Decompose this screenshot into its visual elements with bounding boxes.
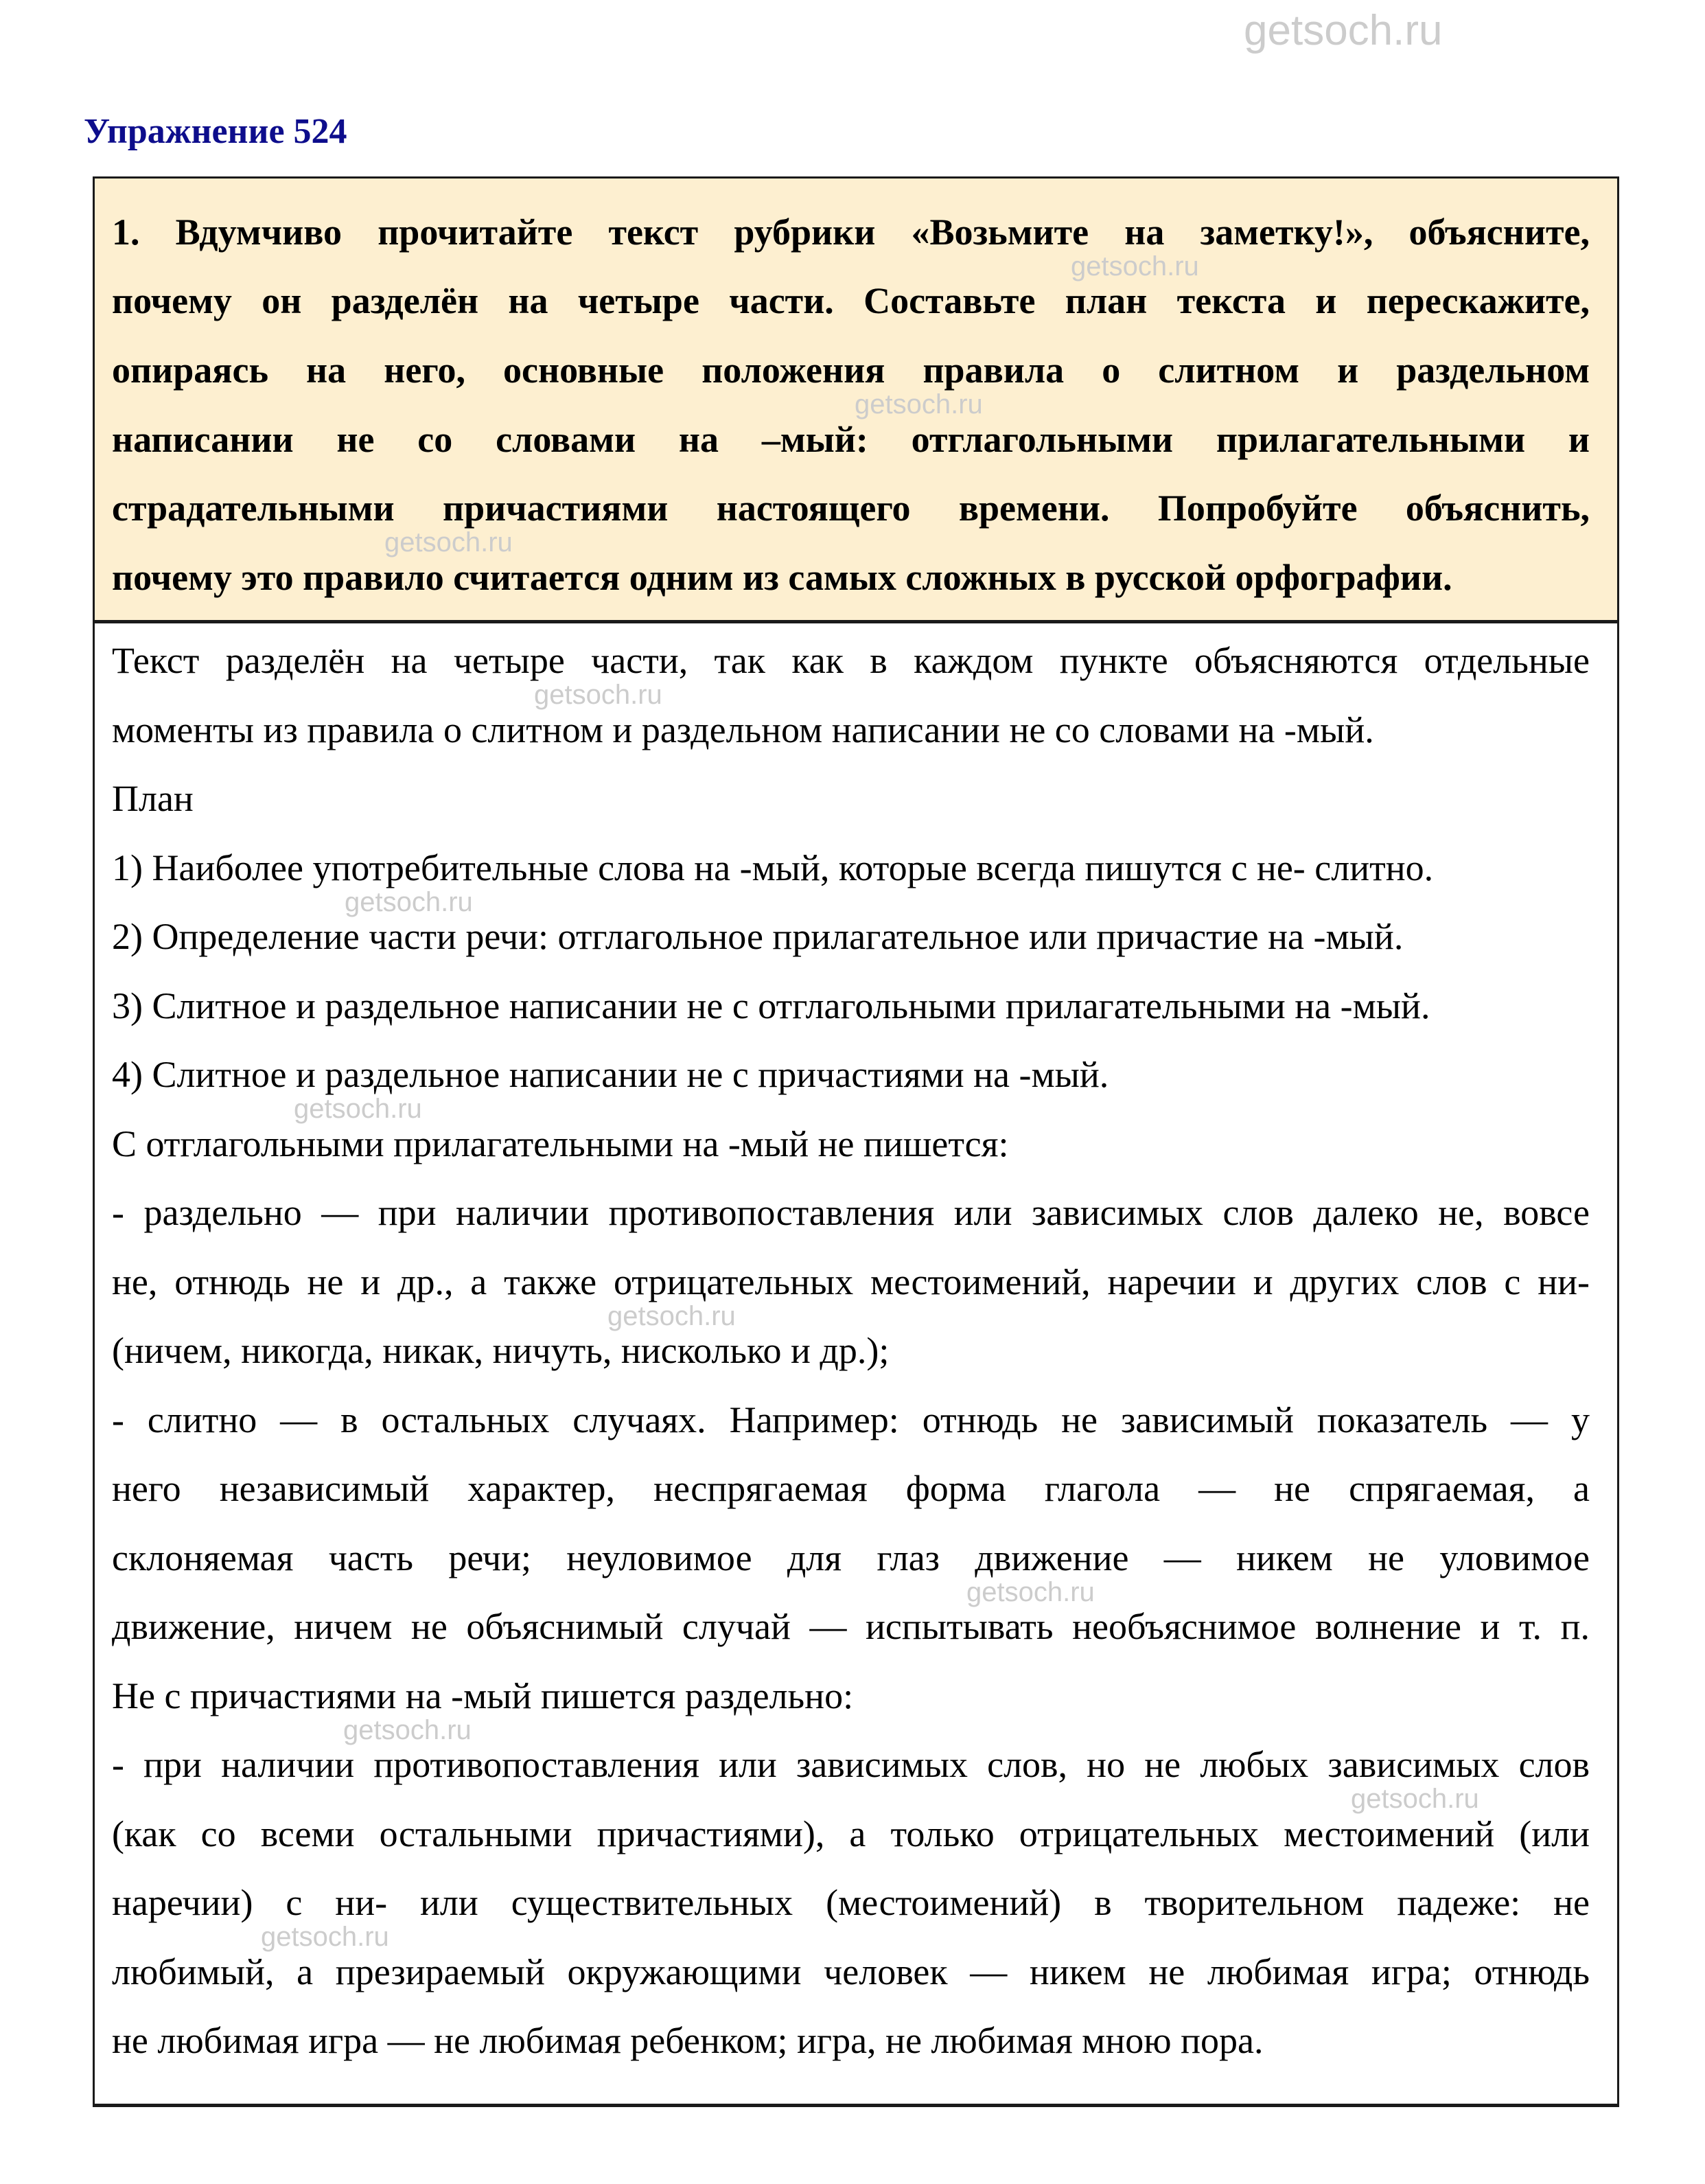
watermark: getsoch.ru [607, 1300, 736, 1331]
answer-line: него независимый характер, неспрягаемая форма глагола — не спрягаемая, а [112, 1468, 1590, 1509]
watermark: getsoch.ru [294, 1094, 422, 1124]
site-watermark: getsoch.ru [1244, 7, 1443, 54]
answer-line: Не с причастиями на -мый пишется раздельно: [112, 1675, 854, 1716]
exercise-title: Упражнение 524 [84, 112, 347, 151]
watermark: getsoch.ru [1351, 1784, 1479, 1814]
answer-line: (ничем, никогда, никак, ничуть, нисколько и др.); [112, 1330, 890, 1371]
answer-line: движение, ничем не объяснимый случай — испытывать необъяснимое волнение и т. п. [112, 1606, 1590, 1647]
task-box [95, 179, 1617, 623]
answer-line: 1) Наиболее употребительные слова на -мый, которые всегда пишутся с не- слитно. [112, 847, 1434, 888]
answer-line: С отглагольными прилагательными на -мый не пишется: [112, 1123, 1009, 1164]
task-line: опираясь на него, основные положения правила о слитном и раздельном [112, 349, 1590, 391]
answer-line: 4) Слитное и раздельное написании не с причастиями на -мый. [112, 1054, 1109, 1095]
watermark: getsoch.ru [261, 1922, 389, 1952]
exercise-frame [93, 176, 1619, 2107]
watermark: getsoch.ru [855, 389, 983, 419]
watermark: getsoch.ru [1071, 251, 1199, 281]
task-line: 1. Вдумчиво прочитайте текст рубрики «Возьмите на заметку!», объясните, [112, 211, 1590, 253]
answer-line: склоняемая часть речи; неуловимое для глаз движение — никем не уловимое [112, 1537, 1590, 1578]
watermark: getsoch.ru [966, 1576, 1095, 1607]
answer-line: наречии) с ни- или существительных (местоимений) в творительном падеже: не [112, 1882, 1590, 1923]
answer-line: План [112, 778, 194, 819]
answer-line: (как со всеми остальными причастиями), а только отрицательных местоимений (или [112, 1813, 1590, 1854]
answer-line: - слитно — в остальных случаях. Например: отнюдь не зависимый показатель — у [112, 1399, 1590, 1440]
answer-line: не, отнюдь не и др., а также отрицательных местоимений, наречии и других слов с ни- [112, 1261, 1590, 1302]
task-line: страдательными причастиями настоящего времени. Попробуйте объяснить, [112, 487, 1590, 529]
answer-line: - раздельно — при наличии противопоставления или зависимых слов далеко не, вовсе [112, 1192, 1590, 1233]
answer-line: Текст разделён на четыре части, так как в каждом пункте объясняются отдельные [112, 640, 1590, 681]
answer-line: не любимая игра — не любимая ребенком; игра, не любимая мною пора. [112, 2020, 1264, 2061]
task-line: почему он разделён на четыре части. Составьте план текста и перескажите, [112, 280, 1590, 321]
watermark: getsoch.ru [534, 680, 662, 710]
answer-line: 2) Определение части речи: отглагольное прилагательное или причастие на -мый. [112, 916, 1404, 957]
task-line: почему это правило считается одним из самых сложных в русской орфографии. [112, 557, 1452, 598]
answer-line: любимый, а презираемый окружающими человек — никем не любимая игра; отнюдь [112, 1951, 1590, 1992]
answer-line: - при наличии противопоставления или зависимых слов, но не любых зависимых слов [112, 1744, 1590, 1785]
answer-line: моменты из правила о слитном и раздельном написании не со словами на -мый. [112, 709, 1374, 750]
task-line: написании не со словами на –мый: отглагольными прилагательными и [112, 419, 1590, 460]
answer-line: 3) Слитное и раздельное написании не с отглагольными прилагательными на -мый. [112, 985, 1430, 1026]
watermark: getsoch.ru [343, 1714, 472, 1745]
watermark: getsoch.ru [384, 527, 513, 558]
watermark: getsoch.ru [345, 886, 473, 917]
